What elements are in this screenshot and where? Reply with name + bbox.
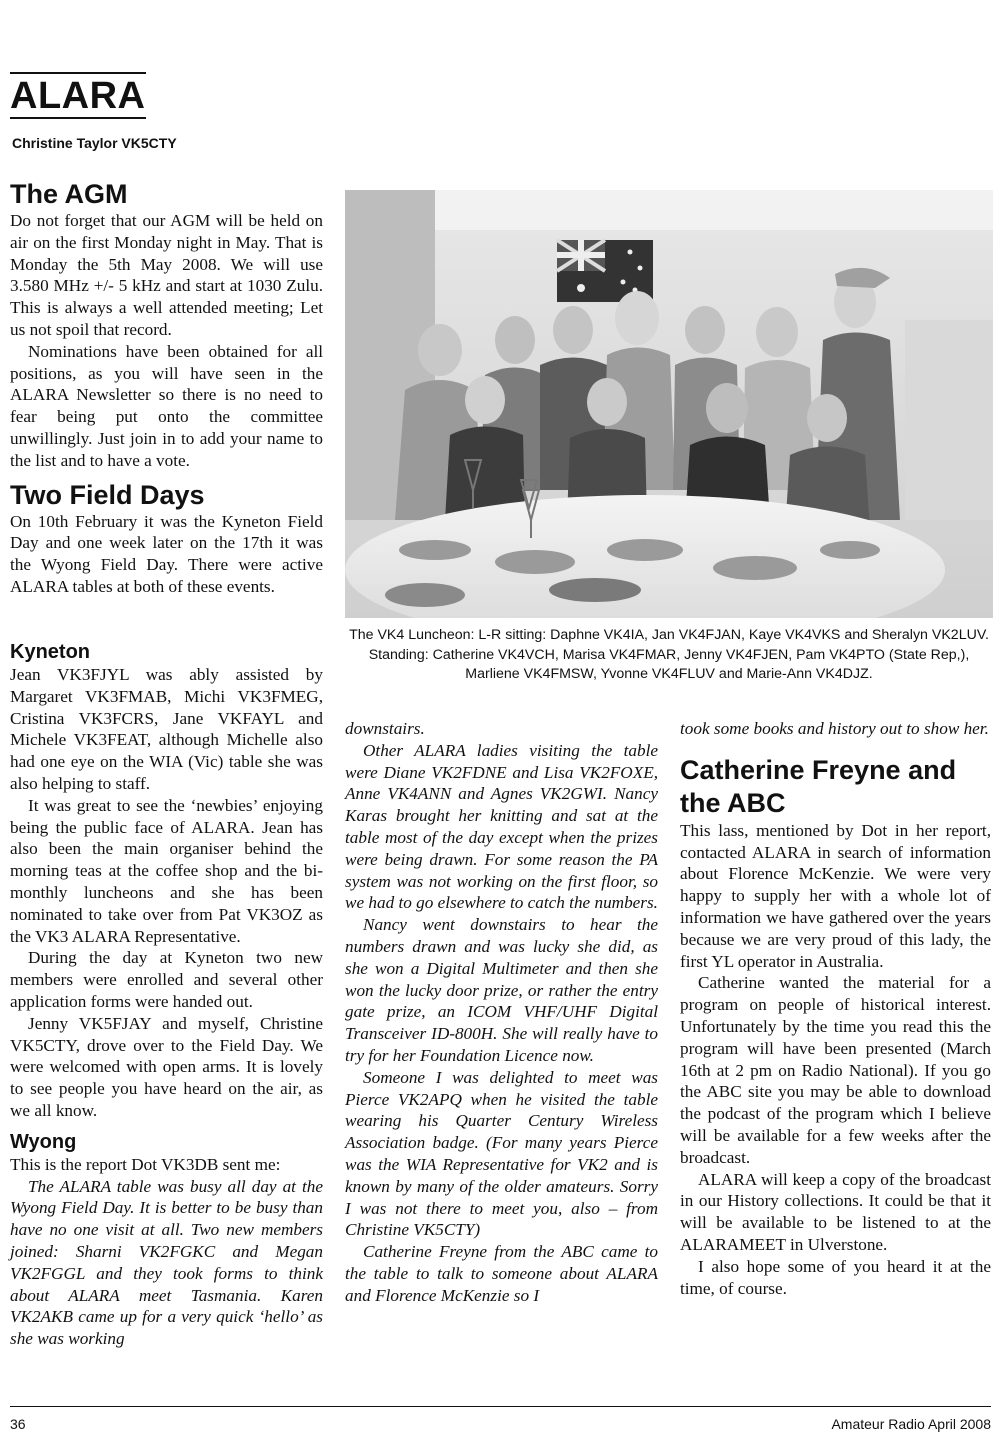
page-number: 36 bbox=[10, 1416, 26, 1432]
heading-agm: The AGM bbox=[10, 179, 128, 209]
masthead-rule bbox=[10, 72, 146, 74]
agm-paragraph-2: Nominations have been obtained for all positions, as you will have seen in the ALARA Newsletter so there is no need to fear being put onto the committee unwillingly. Just join in to add your name to the list and to have a vote. bbox=[10, 341, 323, 470]
column-left-top bbox=[10, 178, 323, 598]
masthead-underline bbox=[10, 117, 146, 119]
abc-paragraph-3: ALARA will keep a copy of the broadcast in our History collections. It could be that it will be available to be listened to at the ALARAMEET in Ulverstone. bbox=[680, 1169, 991, 1254]
kyneton-paragraph-1: Jean VK3FJYL was ably assisted by Margaret VK3FMAB, Michi VK3FMEG, Cristina VK3FCRS, Jane VKFAYL and Michele VK3FEAT, although Michelle also had one eye on the WIA (Vic) table she was also helping to staff. bbox=[10, 665, 323, 793]
luncheon-photo bbox=[345, 190, 993, 618]
section-title: ALARA bbox=[10, 75, 146, 117]
magazine-issue: Amateur Radio April 2008 bbox=[831, 1416, 991, 1432]
wyong-paragraph-7: Catherine Freyne from the ABC came to the table to talk to someone about ALARA and Florence McKenzie so I bbox=[345, 1242, 658, 1305]
abc-paragraph-1: This lass, mentioned by Dot in her report, contacted ALARA in search of information about Florence McKenzie. We were very happy to supply her with a whole lot of information we have gathered over the years because we are very proud of this lady, the first YL operator in Australia. bbox=[680, 820, 991, 971]
footer-rule bbox=[10, 1406, 991, 1407]
wyong-paragraph-4: Other ALARA ladies visiting the table were Diane VK2FDNE and Lisa VK2FOXE, Anne VK4ANN and Agnes VK2GWI. Nancy Karas brought her knitting and sat at the table most of the day except when the prizes were being drawn. For some reason the PA system was not working on the first floor, so we had to go elsewhere to catch the numbers. bbox=[345, 740, 658, 913]
column-middle bbox=[345, 718, 658, 1307]
wyong-paragraph-3: downstairs. bbox=[345, 719, 425, 738]
abc-paragraph-2: Catherine wanted the material for a program on people of historical interest. Unfortunately by the time you read this the program will have been presented (March 16th at 2 pm on Radio National). If you go the ABC site you may be able to download the podcast of the program which I believe will be available for a few weeks after the broadcast. bbox=[680, 973, 991, 1167]
caption-line-1: The VK4 Luncheon: L-R sitting: Daphne VK4IA, Jan VK4FJAN, Kaye VK4VKS and Sheralyn VK2LUV. bbox=[349, 627, 989, 643]
wyong-paragraph-2: The ALARA table was busy all day at the Wyong Field Day. It is better to be busy than have no one visit at all. Two new members joined: Sharni VK2FGKC and Megan VK2FGGL and they took forms to think about ALARA meet Tasmania. Karen VK2AKB came up for a very quick ‘hello’ as she was working bbox=[10, 1176, 323, 1349]
kyneton-paragraph-3: During the day at Kyneton two new members were enrolled and several other application forms were handed out. bbox=[10, 948, 323, 1011]
author-byline: Christine Taylor VK5CTY bbox=[12, 135, 177, 151]
column-right bbox=[680, 718, 991, 1299]
wyong-paragraph-8: took some books and history out to show her. bbox=[680, 719, 989, 738]
heading-two-field-days: Two Field Days bbox=[10, 479, 205, 510]
photo-caption bbox=[345, 626, 993, 685]
group-photo-illustration bbox=[345, 190, 993, 618]
abc-paragraph-4: I also hope some of you heard it at the time, of course. bbox=[680, 1256, 991, 1298]
kyneton-paragraph-4: Jenny VK5FJAY and myself, Christine VK5CTY, drove over to the Field Day. We were welcomed with open arms. It is lovely to see people you have heard on the air, as we all know. bbox=[10, 1013, 323, 1120]
wyong-paragraph-6: Someone I was delighted to meet was Pierce VK2APQ when he visited the table wearing his Quarter Century Wireless Association badge. (For many years Pierce was the WIA Representative for VK2 and is known by many of the older amateurs. Sorry I was not there to meet you, also – from Christine VK5CTY) bbox=[345, 1067, 658, 1240]
heading-catherine-freyne: Catherine Freyne and the ABC bbox=[680, 754, 957, 818]
field-days-paragraph: On 10th February it was the Kyneton Field Day and one week later on the 17th it was the Wyong Field Day. There were active ALARA tables at both of these events. bbox=[10, 511, 323, 596]
column-left-bottom bbox=[10, 640, 323, 1350]
wyong-paragraph-1: This is the report Dot VK3DB sent me: bbox=[10, 1154, 281, 1174]
kyneton-paragraph-2: It was great to see the ‘newbies’ enjoying being the public face of ALARA. Jean has also been the main organiser behind the morning teas at the coffee shop and the bi-monthly luncheons and she has been nominated to take over from Pat VK3OZ as the VK3 ALARA Representative. bbox=[10, 795, 323, 946]
caption-line-2: Standing: Catherine VK4VCH, Marisa VK4FMAR, Jenny VK4FJEN, Pam VK4PTO (State Rep,), Marliene VK4FMSW, Yvonne VK4FLUV and Marie-Ann VK4DJZ. bbox=[368, 646, 970, 682]
heading-wyong: Wyong bbox=[10, 1130, 77, 1153]
heading-kyneton: Kyneton bbox=[10, 641, 90, 663]
agm-paragraph-1: Do not forget that our AGM will be held on air on the first Monday night in May. That is Monday the 5th May 2008. We will use 3.580 MHz +/- 5 kHz and start at 1030 Zulu. This is always a well attended meeting; Let us not spoil that record. bbox=[10, 211, 323, 339]
wyong-paragraph-5: Nancy went downstairs to hear the numbers drawn and was lucky she did, as she won a Digital Multimeter and then she won the lucky door prize, or rather the entry gate prize, an ICOM VHF/UHF Digital Transceiver ID-800H. She will really have to try for her Foundation Licence now. bbox=[345, 915, 658, 1065]
